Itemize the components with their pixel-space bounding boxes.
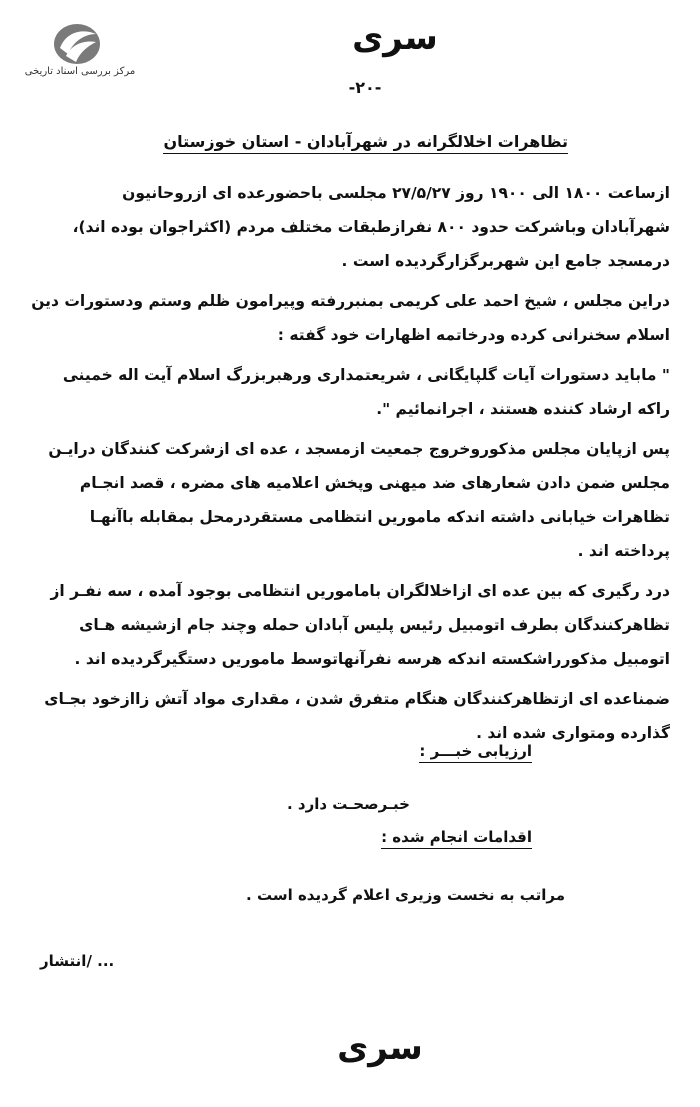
actions-value: مراتب به نخست وزیری اعلام گردیده است . (246, 886, 565, 904)
classification-top: سری (352, 18, 438, 58)
paragraph-line: مجلس ضمن دادن شعارهای ضد میهنی وپخش اعلامیه های مضره ، قصد انجـام (79, 474, 670, 492)
distribution-note: انتشار/ ... (40, 952, 115, 970)
paragraph-line: تظاهرات خیابانی داشته اندکه ماموریں انتظامی مستقردرمحل بمقابله باآنهـا (89, 508, 670, 526)
paragraph-line: تظاهرکنندگان بطرف اتومبیل رئیس پلیس آبادان حمله وچند جام ازشیشه هـای (79, 616, 670, 634)
document-body (30, 176, 670, 756)
paragraph-line: شهرآبادان وباشرکت حدود ۸۰۰ نفرازطبقات مختلف مردم (اکثراجوان بوده اند)، (72, 218, 670, 236)
paragraph-line: پرداخته اند . (577, 542, 670, 560)
assessment-label: ارزیابی خبـــر : (419, 742, 532, 763)
page-number: -۲۰- (348, 78, 382, 97)
archive-caption: مرکز بررسی اسناد تاریخی (24, 66, 136, 77)
document-title: تظاهرات اخلالگرانه در شهرآبادان - استان خوزستان (163, 132, 568, 154)
classification-bottom: سری (337, 1028, 423, 1068)
paragraph-4 (30, 432, 670, 568)
paragraph-line: درمسجد جامع این شهربرگزارگردیده است . (341, 252, 670, 270)
paragraph-line: راکه ارشاد کننده هستند ، اجرانمائیم ". (376, 400, 670, 418)
paragraph-line: ازساعت ۱۸۰۰ الی ۱۹۰۰ روز ۲۷/۵/۲۷ مجلسی باحضورعده ای ازروحانیون (122, 184, 670, 202)
paragraph-6 (30, 682, 670, 750)
paragraph-2 (30, 284, 670, 352)
paragraph-line: ضمناعده ای ازتظاهرکنندگان هنگام متفرق شدن ، مقداری مواد آتش زاازخود بجـای (44, 690, 670, 708)
paragraph-line: اسلام سخنرانی کرده ودرخاتمه اظهارات خود گفته : (277, 326, 670, 344)
paragraph-1 (30, 176, 670, 278)
paragraph-line: دراین مجلس ، شیخ احمد علی کریمی بمنبررفته وپیرامون ظلم وستم ودستورات دین (31, 292, 670, 310)
paragraph-line: گذارده ومتواری شده اند . (476, 724, 670, 742)
actions-label: اقدامات انجام شده : (381, 828, 532, 849)
paragraph-line: پس ازپایان مجلس مذکوروخروج جمعیت ازمسجد ، عده ای ازشرکت کنندگان درایـن (48, 440, 670, 458)
paragraph-line: درد رگیری که بین عده ای ازاخلالگران باماموریں انتظامی بوجود آمده ، سه نفـر از (50, 582, 670, 600)
paragraph-line: اتومبیل مذکورراشکسته اندکه هرسه نفرآنهاتوسط ماموریں دستگیرگردیده اند . (74, 650, 670, 668)
paragraph-5 (30, 574, 670, 676)
paragraph-line: " ماباید دستورات آیات گلپایگانی ، شریعتمداری ورهبربزرگ اسلام آیت اله خمینی (62, 366, 670, 384)
paragraph-3-quote (30, 358, 670, 426)
assessment-value: خبـرصحـت دارد . (286, 795, 410, 813)
